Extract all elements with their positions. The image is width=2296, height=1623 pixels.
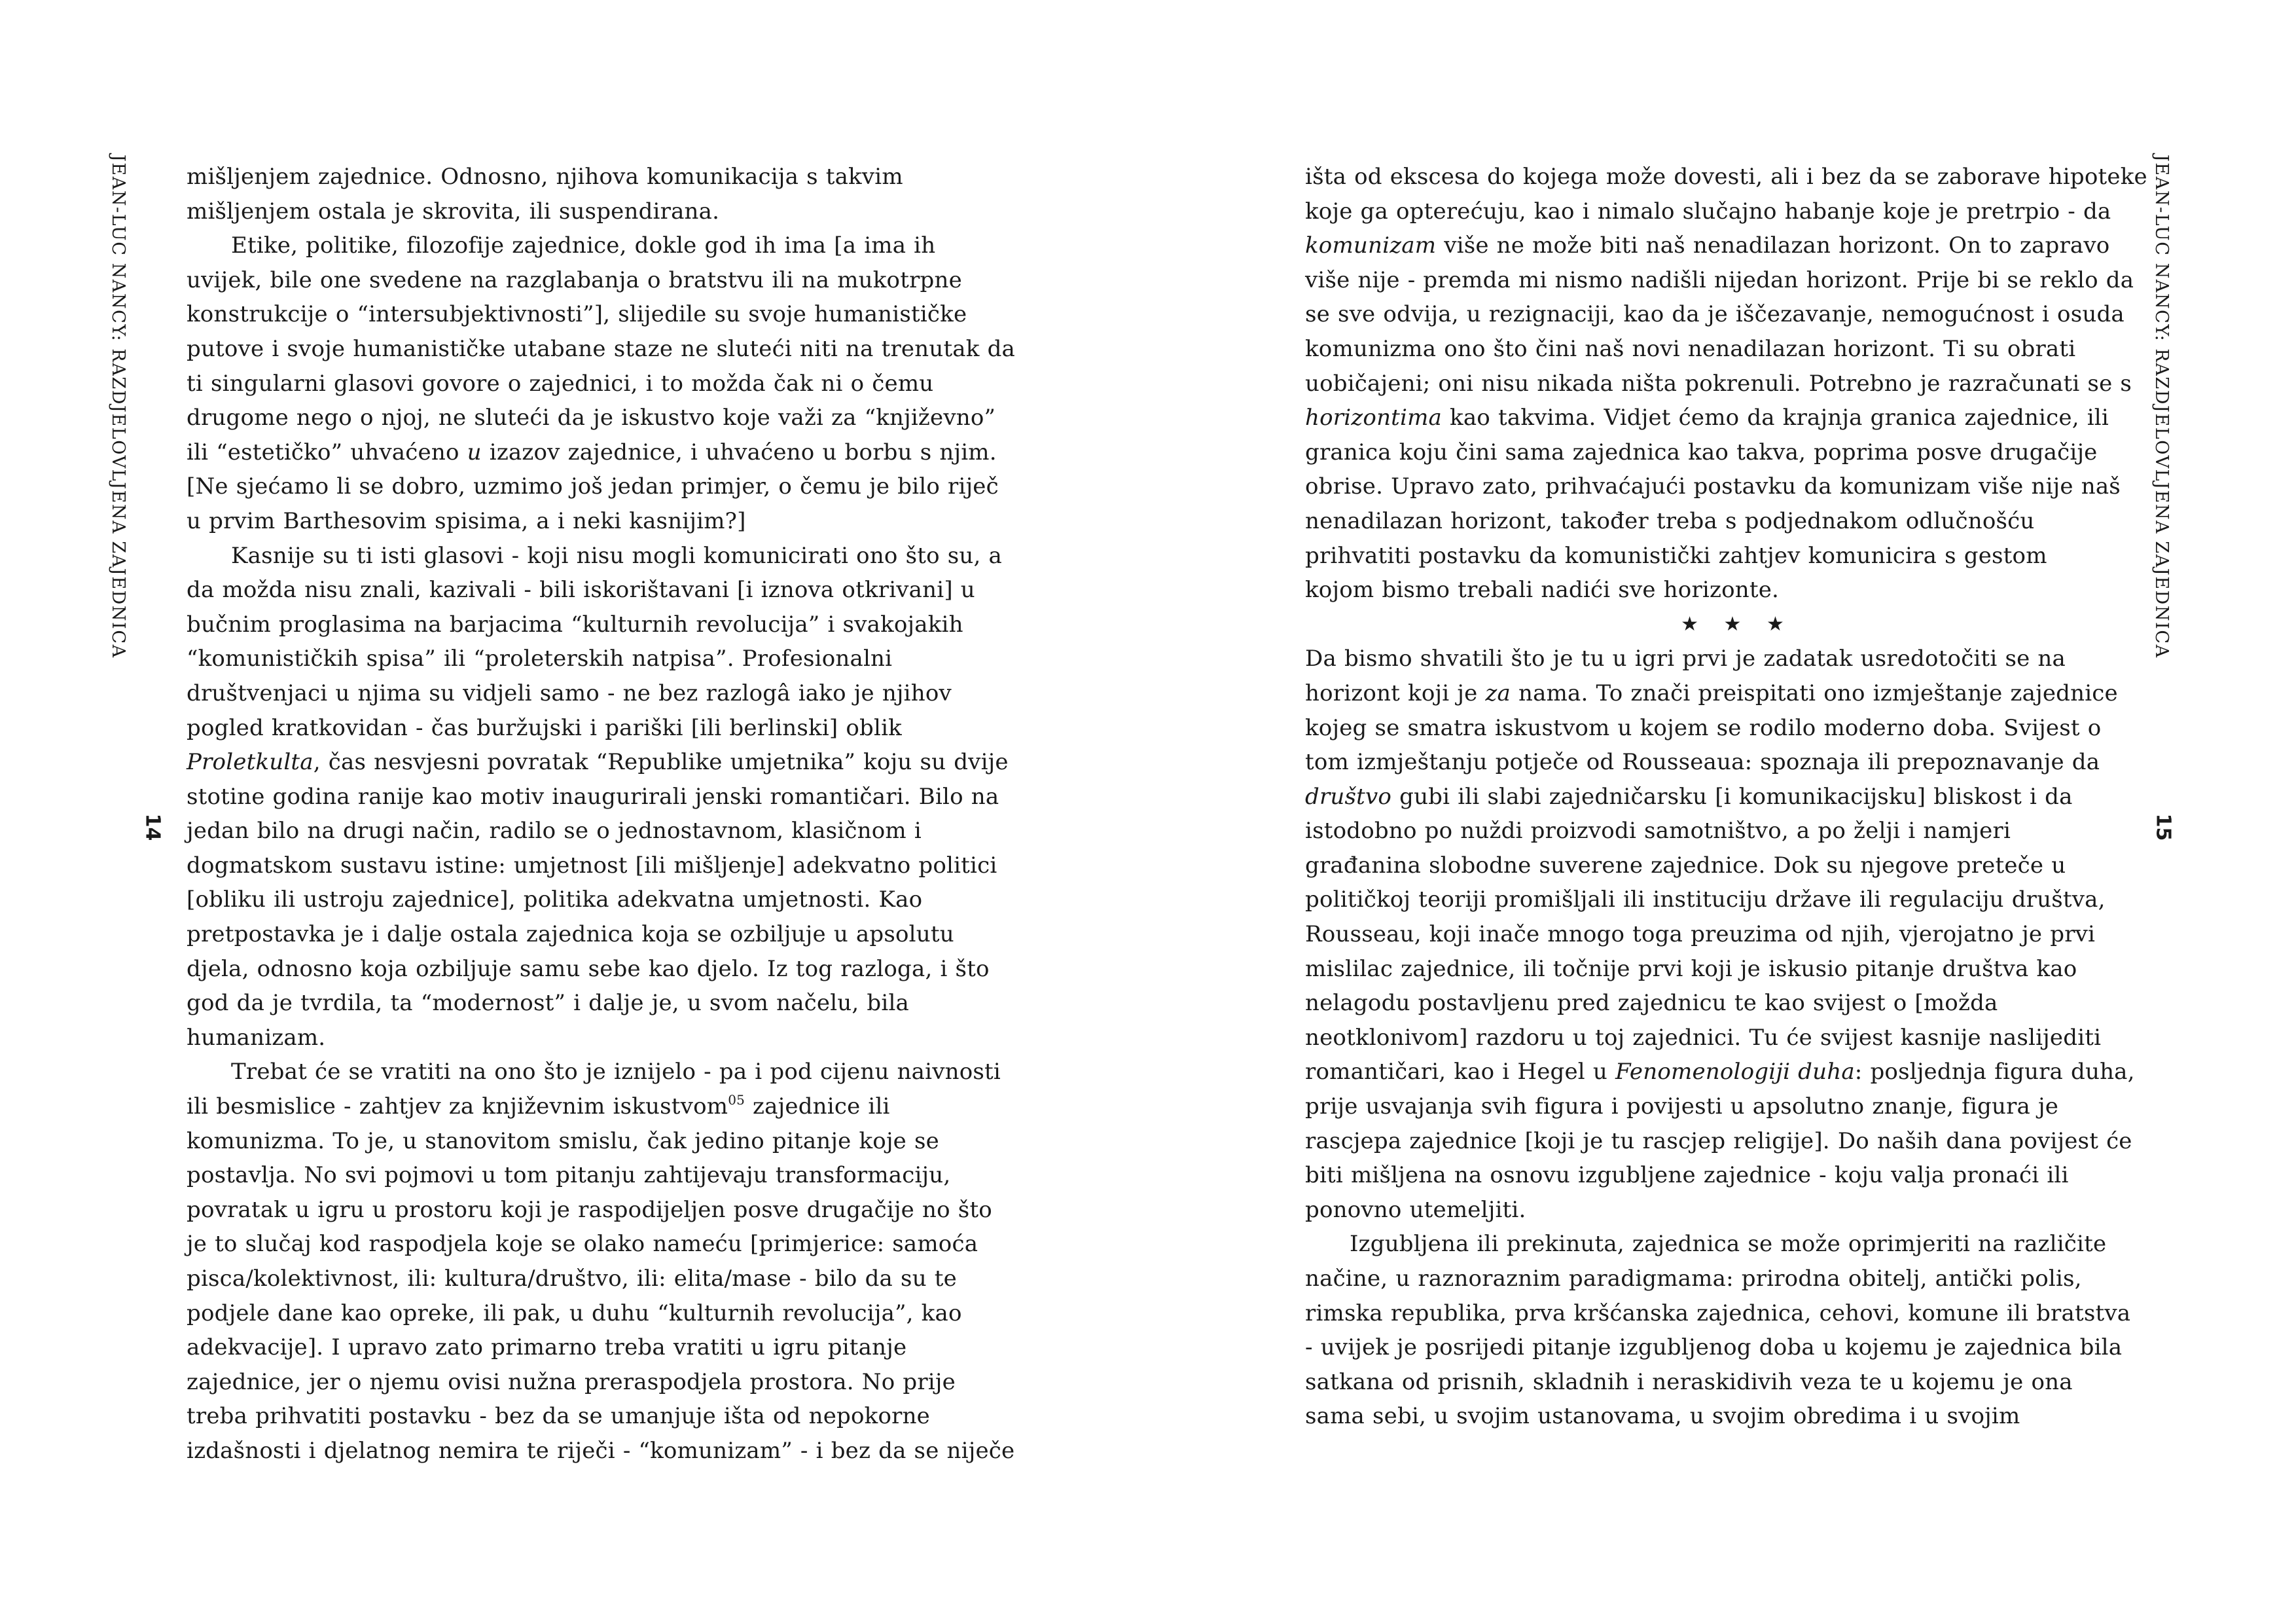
text-line: pisca/kolektivnost, ili: kultura/društvo, ili: elita/mase - bilo da su te (187, 1266, 957, 1292)
text-line: političkoj teoriji promišljali ili instituciju države ili regulaciju društva, (1305, 886, 2106, 913)
text-line: jedan bilo na drugi način, radilo se o jednostavnom, klasičnom i (187, 818, 922, 845)
text-line: mišljenjem ostala je skrovita, ili suspendirana. (187, 198, 720, 225)
text-line: “komunističkih spisa” ili “proleterskih natpisa”. Profesionalni (187, 646, 893, 672)
text-line: ti singularni glasovi govore o zajednici, i to možda čak ni o čemu (187, 370, 934, 397)
text-line: nenadilazan horizont, također treba s podjednakom odlučnošću (1305, 507, 2035, 534)
text-line: komunizma. To je, u stanovitom smislu, čak jedino pitanje koje se (187, 1127, 939, 1154)
text-line: kojeg se smatra iskustvom u kojem se rodilo moderno doba. Svijest o (1305, 714, 2102, 741)
italic-text: društvo (1305, 783, 1392, 810)
running-head-left: JEAN-LUC NANCY: RAZDJELOVLJENA ZAJEDNICA (108, 155, 128, 659)
text-line: obrise. Upravo zato, prihvaćajući postavku da komunizam više nije naš (1305, 473, 2121, 500)
text-line: koje ga opterećuju, kao i nimalo slučajno habanje koje je pretrpio - da (1305, 198, 2111, 225)
running-head-right: JEAN-LUC NANCY: RAZDJELOVLJENA ZAJEDNICA (2151, 155, 2172, 659)
text-line: satkana od prisnih, skladnih i neraskidivih veza te u kojemu je ona (1305, 1368, 2073, 1395)
footnote-reference[interactable]: 05 (728, 1091, 745, 1108)
text-line: putove i svoje humanističke utabane staze ne sluteći niti na trenutak da (187, 335, 1016, 362)
text-line (187, 435, 1031, 470)
text-line: pogled kratkovidan - čas buržujski i pariški [ili berlinski] oblik (187, 714, 902, 741)
text-line: sama sebi, u svojim ustanovama, u svojim obredima i u svojim (1305, 1403, 2020, 1430)
italic-text: Fenomenologiji duha (1615, 1059, 1855, 1085)
italic-text: horizontima (1305, 405, 1443, 431)
text-line: da možda nisu znali, kazivali - bili iskorištavani [i iznova otkrivani] u (187, 577, 975, 604)
text-line: prihvatiti postavku da komunistički zahtjev komunicira s gestom (1305, 542, 2047, 569)
text-line (1305, 1055, 2169, 1089)
text-line: postavlja. No svi pojmovi u tom pitanju zahtijevaju transformaciju, (187, 1162, 951, 1189)
text-line: Izgubljena ili prekinuta, zajednica se može oprimjeriti na različite (1350, 1231, 2107, 1258)
text-line: dogmatskom sustavu istine: umjetnost [ili mišljenje] adekvatno politici (187, 852, 997, 879)
text-line: - uvijek je posrijedi pitanje izgubljenog doba u kojemu je zajednica bila (1305, 1334, 2123, 1361)
text-line: podjele dane kao opreke, ili pak, u duhu “kulturnih revolucija”, kao (187, 1300, 962, 1326)
italic-text: komunizam (1305, 232, 1437, 259)
text-line: adekvacije]. I upravo zato primarno treba vratiti u igru pitanje (187, 1334, 907, 1361)
text-span: romantičari, kao i Hegel u (1305, 1059, 1615, 1085)
text-span: izazov zajednice, i uhvaćeno u borbu s njim. (481, 439, 997, 465)
text-line: granica koju čini sama zajednica kao takva, poprima posve drugačije (1305, 439, 2098, 465)
text-line: treba prihvatiti postavku - bez da se umanjuje išta od nepokorne (187, 1403, 931, 1430)
text-line: društvenjaci u njima su vidjeli samo - ne bez razlogâ iako je njihov (187, 680, 952, 706)
text-line: kojom bismo trebali nadići sve horizonte. (1305, 577, 1780, 604)
text-line: [Ne sjećamo li se dobro, uzmimo još jedan primjer, o čemu je bilo riječ (187, 473, 999, 500)
text-line: izdašnosti i djelatnog nemira te riječi - “komunizam” - i bez da se niječe (187, 1437, 1015, 1464)
text-line: se sve odvija, u rezignaciji, kao da je iščezavanje, nemogućnost i osuda (1305, 301, 2125, 328)
text-span: : posljednja figura duha, (1854, 1059, 2135, 1085)
text-line: rascjepa zajednice [koji je tu rascjep religije]. Do naših dana povijest će (1305, 1127, 2132, 1154)
text-line (1305, 401, 2169, 435)
text-line: konstrukcije o “intersubjektivnosti”], slijedile su svoje humanističke (187, 301, 967, 328)
italic-text: za (1485, 680, 1511, 706)
section-break: ★ ★ ★ (1681, 612, 1793, 636)
text-line: uvijek, bile one svedene na razglabanja o bratstvu ili na mukotrpne (187, 266, 962, 293)
text-line: ponovno utemeljiti. (1305, 1196, 1526, 1223)
text-line (1305, 228, 2169, 263)
text-line: načine, u raznoraznim paradigmama: prirodna obitelj, antički polis, (1305, 1266, 2082, 1292)
text-line: komunizma ono što čini naš novi nenadilazan horizont. Ti su obrati (1305, 335, 2076, 362)
text-line: god da je tvrdila, ta “modernost” i dalje je, u svom načelu, bila (187, 990, 910, 1017)
text-line: mišljenjem zajednice. Odnosno, njihova komunikacija s takvim (187, 164, 903, 190)
text-line: više nije - premda mi nismo nadišli nijedan horizont. Prije bi se reklo da (1305, 266, 2134, 293)
text-span: ili “estetičko” uhvaćeno (187, 439, 467, 465)
text-line (1305, 676, 2169, 711)
text-span: zajednice ili (745, 1093, 890, 1120)
page-number-right: 15 (2151, 813, 2175, 841)
text-line: nelagodu postavljenu pred zajednicu te kao svijest o [možda (1305, 990, 1998, 1017)
text-line: išta od ekscesa do kojega može dovesti, ali i bez da se zaborave hipoteke (1305, 164, 2147, 190)
right-page (1148, 0, 2296, 1623)
text-span: , čas nesvjesni povratak “Republike umjetnika” koju su dvije (313, 749, 1009, 776)
text-line: Da bismo shvatili što je tu u igri prvi je zadatak usredotočiti se na (1305, 646, 2066, 672)
text-line: Etike, politike, filozofije zajednice, dokle god ih ima [a ima ih (231, 232, 936, 259)
text-line: mislilac zajednice, ili točnije prvi koji je iskusio pitanje društva kao (1305, 955, 2077, 982)
text-line: povratak u igru u prostoru koji je raspodijeljen posve drugačije no što (187, 1196, 992, 1223)
italic-text: u (467, 439, 482, 465)
text-line: zajednice, jer o njemu ovisi nužna preraspodjela prostora. No prije (187, 1368, 956, 1395)
text-line (187, 1089, 1031, 1124)
text-line: rimska republika, prva kršćanska zajednica, cehovi, komune ili bratstva (1305, 1300, 2131, 1326)
text-span: ili besmislice - zahtjev za književnim iskustvom (187, 1093, 728, 1120)
text-line: [obliku ili ustroju zajednice], politika adekvatna umjetnosti. Kao (187, 886, 923, 913)
page-number-left: 14 (141, 813, 164, 841)
text-line: je to slučaj kod raspodjela koje se olako nameću [primjerice: samoća (187, 1231, 978, 1258)
text-line: humanizam. (187, 1024, 326, 1051)
text-line: biti mišljena na osnovu izgubljene zajednice - koju valja pronaći ili (1305, 1162, 2069, 1189)
text-span: gubi ili slabi zajedničarsku [i komunikacijsku] bliskost i da (1391, 783, 2073, 810)
text-span: nama. To znači preispitati ono izmještanje zajednice (1511, 680, 2118, 706)
text-line (187, 745, 1031, 780)
text-line: stotine godina ranije kao motiv inaugurirali jenski romantičari. Bilo na (187, 783, 999, 810)
text-line: istodobno po nuždi proizvodi samotništvo, a po želji i namjeri (1305, 818, 2011, 845)
text-line: bučnim proglasima na barjacima “kulturnih revolucija” i svakojakih (187, 611, 963, 638)
text-line: u prvim Barthesovim spisima, a i neki kasnijim?] (187, 507, 746, 534)
text-line: neotklonivom] razdoru u toj zajednici. Tu će svijest kasnije naslijediti (1305, 1024, 2102, 1051)
text-line: građanina slobodne suverene zajednice. Dok su njegove preteče u (1305, 852, 2066, 879)
text-line: Rousseau, koji inače mnogo toga preuzima od njih, vjerojatno je prvi (1305, 921, 2096, 948)
text-line: Trebat će se vratiti na ono što je iznijelo - pa i pod cijenu naivnosti (231, 1059, 1001, 1085)
text-span: kao takvima. Vidjet ćemo da krajnja granica zajednice, ili (1442, 405, 2109, 431)
text-line: Kasnije su ti isti glasovi - koji nisu mogli komunicirati ono što su, a (231, 542, 1003, 569)
text-line: uobičajeni; oni nisu nikada ništa pokrenuli. Potrebno je razračunati se s (1305, 370, 2132, 397)
text-line: prije usvajanja svih figura i povijesti u apsolutno znanje, figura je (1305, 1093, 2059, 1120)
left-body-text (187, 160, 1031, 1468)
text-span: horizont koji je (1305, 680, 1486, 706)
text-span: više ne može biti naš nenadilazan horizont. On to zapravo (1436, 232, 2110, 259)
text-line: pretpostavka je i dalje ostala zajednica koja se ozbiljuje u apsolutu (187, 921, 954, 948)
italic-text: Proletkulta (187, 749, 314, 776)
text-line: tom izmještanju potječe od Rousseaua: spoznaja ili prepoznavanje da (1305, 749, 2100, 776)
text-line (1305, 780, 2169, 814)
right-body-text (1305, 160, 2169, 1434)
text-line: drugome nego o njoj, ne sluteći da je iskustvo koje važi za “književno” (187, 405, 996, 431)
text-line: djela, odnosno koja ozbiljuje samu sebe kao djelo. Iz tog razloga, i što (187, 955, 990, 982)
